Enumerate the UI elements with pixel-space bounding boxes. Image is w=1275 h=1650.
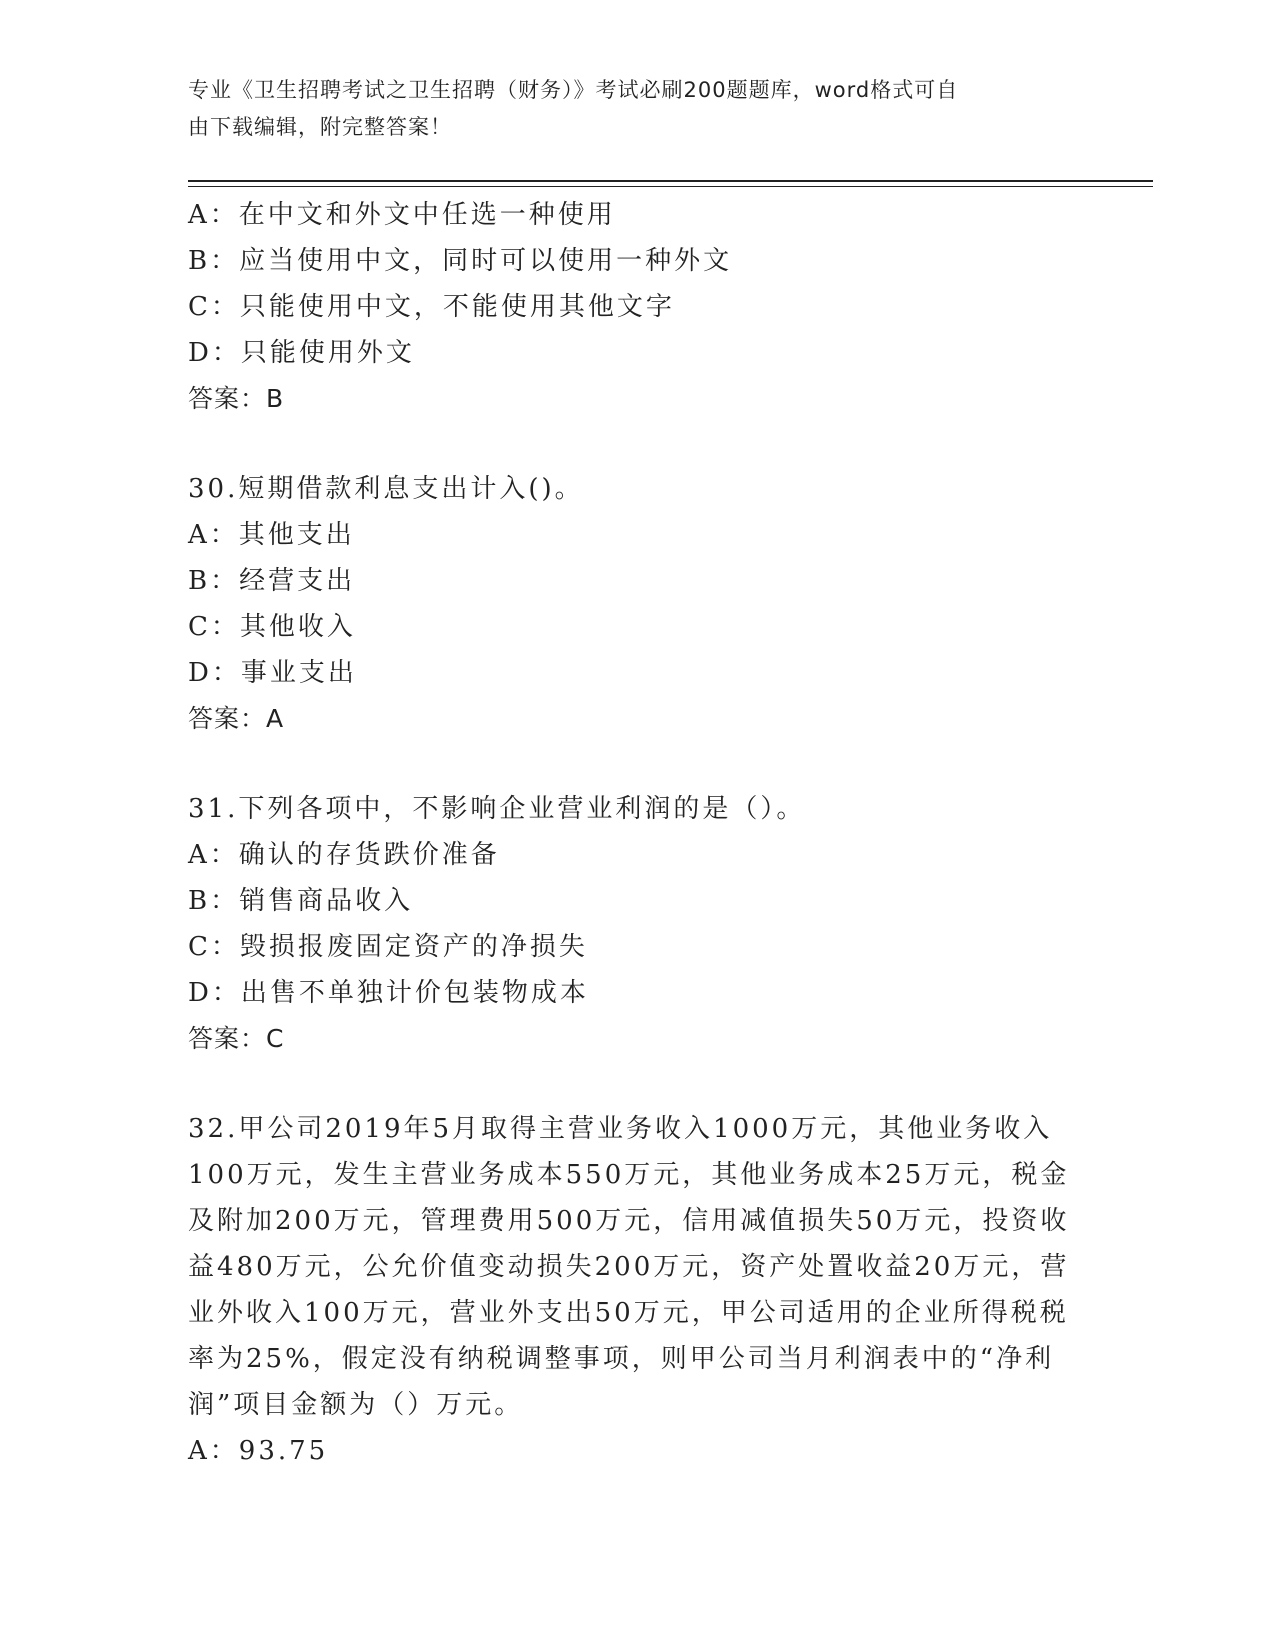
option-b: B：销售商品收入	[188, 886, 414, 916]
option-b: B：经营支出	[188, 566, 356, 596]
option-a: A：93.75	[188, 1436, 329, 1466]
option-c: C：毁损报废固定资产的净损失	[188, 932, 588, 962]
question-30	[188, 466, 1068, 742]
question-stem-line-4: 益480万元，公允价值变动损失200万元，资产处置收益20万元，营	[188, 1252, 1070, 1282]
option-b: B：应当使用中文，同时可以使用一种外文	[188, 246, 733, 276]
document-header	[188, 72, 1088, 146]
question-stem: 31.下列各项中，不影响企业营业利润的是（）。	[188, 794, 806, 824]
question-stem-line-2: 100万元，发生主营业务成本550万元，其他业务成本25万元，税金	[188, 1160, 1070, 1190]
header-divider-thin	[188, 186, 1153, 187]
question-29-continued	[188, 192, 1068, 422]
header-line-1: 专业《卫生招聘考试之卫生招聘（财务）》考试必刷200题题库，word格式可自	[188, 78, 959, 102]
question-list	[188, 192, 1068, 1474]
option-a: A：确认的存货跌价准备	[188, 840, 500, 870]
answer-line: 答案：B	[188, 384, 285, 413]
option-c: C：只能使用中文，不能使用其他文字	[188, 292, 675, 322]
option-c: C：其他收入	[188, 612, 356, 642]
option-a: A：在中文和外文中任选一种使用	[188, 200, 616, 230]
question-stem-line-7: 润”项目金额为（）万元。	[188, 1390, 524, 1420]
option-d: D：只能使用外文	[188, 338, 415, 368]
question-stem: 30.短期借款利息支出计入()。	[188, 474, 584, 504]
question-31	[188, 786, 1068, 1062]
question-stem-line-5: 业外收入100万元，营业外支出50万元，甲公司适用的企业所得税税	[188, 1298, 1069, 1328]
question-stem-line-6: 率为25%，假定没有纳税调整事项，则甲公司当月利润表中的“净利	[188, 1344, 1055, 1374]
option-a: A：其他支出	[188, 520, 355, 550]
question-stem-line-1: 32.甲公司2019年5月取得主营业务收入1000万元，其他业务收入	[188, 1114, 1053, 1144]
option-d: D：事业支出	[188, 658, 357, 688]
answer-line: 答案：C	[188, 1024, 285, 1053]
header-divider-thick	[188, 180, 1153, 182]
header-line-2: 由下载编辑，附完整答案！	[188, 115, 452, 139]
question-32	[188, 1106, 1068, 1474]
answer-line: 答案：A	[188, 704, 285, 733]
option-d: D：出售不单独计价包装物成本	[188, 978, 589, 1008]
question-stem-line-3: 及附加200万元，管理费用500万元，信用减值损失50万元，投资收	[188, 1206, 1070, 1236]
